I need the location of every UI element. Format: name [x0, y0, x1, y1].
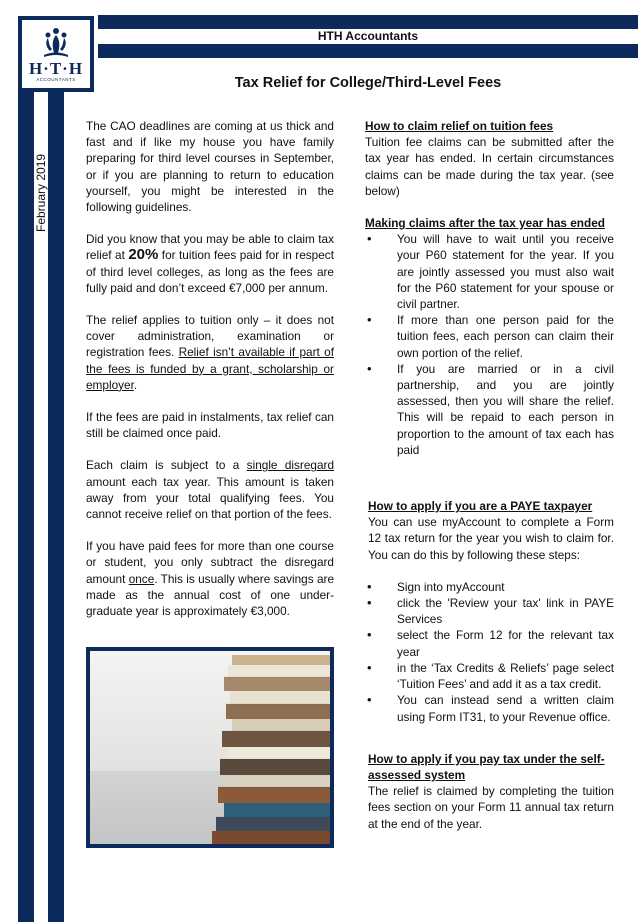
paragraph-tuition-only [86, 312, 334, 393]
logo-subtitle: ACCOUNTANTS [36, 76, 76, 82]
page-title: Tax Relief for College/Third-Level Fees [234, 75, 502, 91]
date-label: February 2019 [34, 153, 48, 232]
paragraph-relief-rate [86, 231, 334, 296]
text-fragment: for tuition fees paid for in respect of third level colleges, as long as the fees are fully paid and don’t exceed €7,000 per annum. [86, 248, 334, 295]
list-item: • If you are married or in a civil partnership, and you are jointly assessed, then you will share the relief. This will be repaid to each person in proportion to the amount of tax each has paid [365, 361, 614, 458]
list-paye-steps [365, 579, 614, 725]
header-band-bottom [98, 44, 638, 58]
text-fragment: Each claim is subject to a [86, 458, 247, 473]
list-claims-after-year [365, 231, 614, 458]
list-item: • in the ‘Tax Credits & Reliefs’ page select ‘Tuition Fees’ and add it as a tax credit. [365, 660, 614, 692]
paragraph-disregard [86, 457, 334, 522]
company-logo [18, 16, 94, 92]
list-item: • If more than one person paid for the tuition fees, each person can claim their own portion of the relief. [365, 312, 614, 361]
left-column [86, 118, 334, 635]
logo-text: H·T·H [28, 58, 84, 78]
paragraph-intro: The CAO deadlines are coming at us thick and fast and if like my house you have family preparing for third level courses in September, or if you are planning to return to education yourself, you might be interested in the following guidelines. [86, 119, 334, 215]
books-image [86, 647, 334, 848]
list-item: • click the 'Review your tax' link in PAYE Services [365, 595, 614, 627]
heading-paye: How to apply if you are a PAYE taxpayer [368, 499, 593, 514]
paragraph-myaccount: You can use myAccount to complete a Form 12 tax return for the year you wish to claim for. You can do this by following these steps: [368, 515, 614, 562]
right-column [365, 118, 614, 832]
list-item: • select the Form 12 for the relevant tax year [365, 627, 614, 659]
header-band-top [98, 15, 638, 29]
heading-claim-relief: How to claim relief on tuition fees [365, 119, 554, 133]
underlined-text: once [128, 571, 155, 586]
text-fragment: amount each tax year. This amount is taken away from your total qualifying fees. You cannot receive relief on that portion of the fees. [86, 474, 334, 522]
list-item: • You will have to wait until you receive your P60 statement for the year. If you are jointly assessed you must also wait for the P60 statement for your spouse or civil partner. [365, 231, 614, 312]
underlined-text: single disregard [246, 458, 334, 473]
text-fragment: . [133, 377, 138, 392]
text-fragment: If you have paid fees for more than one course or student, you only subtract the disregard amount [86, 539, 334, 586]
paragraph-claims-submitted: Tuition fee claims can be submitted after the tax year has ended. In certain circumstances claims can be made during the tax year. (see below) [365, 135, 614, 198]
paragraph-instalments: If the fees are paid in instalments, tax relief can still be claimed once paid. [86, 410, 334, 441]
family-tree-icon [38, 26, 74, 60]
heading-making-claims: Making claims after the tax year has ended [365, 216, 605, 231]
heading-self-assessed: How to apply if you pay tax under the self-assessed system [368, 751, 605, 782]
books-stack-photo [90, 651, 330, 844]
left-decorative-bar [18, 92, 34, 922]
relief-rate: 20% [128, 246, 159, 264]
left-decorative-bar-inner [48, 92, 64, 922]
list-item: • Sign into myAccount [365, 579, 614, 595]
underlined-text: Relief isn’t available if part of the fees is funded by a grant, scholarship or employer [86, 345, 334, 392]
paragraph-multiple-courses [86, 538, 334, 619]
text-fragment: Did you know that you may be able to claim tax relief at [86, 232, 334, 263]
text-fragment: The relief applies to tuition only – it does not cover administration, examination or registration fees. [86, 313, 334, 360]
text-fragment: . This is usually where savings are made as the annual cost of one under-graduate year is approximately €3,000. [86, 571, 334, 619]
list-item: • You can instead send a written claim using Form IT31, to your Revenue office. [365, 692, 614, 724]
company-name: HTH Accountants [317, 29, 419, 43]
paragraph-form-11: The relief is claimed by completing the tuition fees section on your Form 11 annual tax return at the end of the year. [368, 784, 614, 831]
